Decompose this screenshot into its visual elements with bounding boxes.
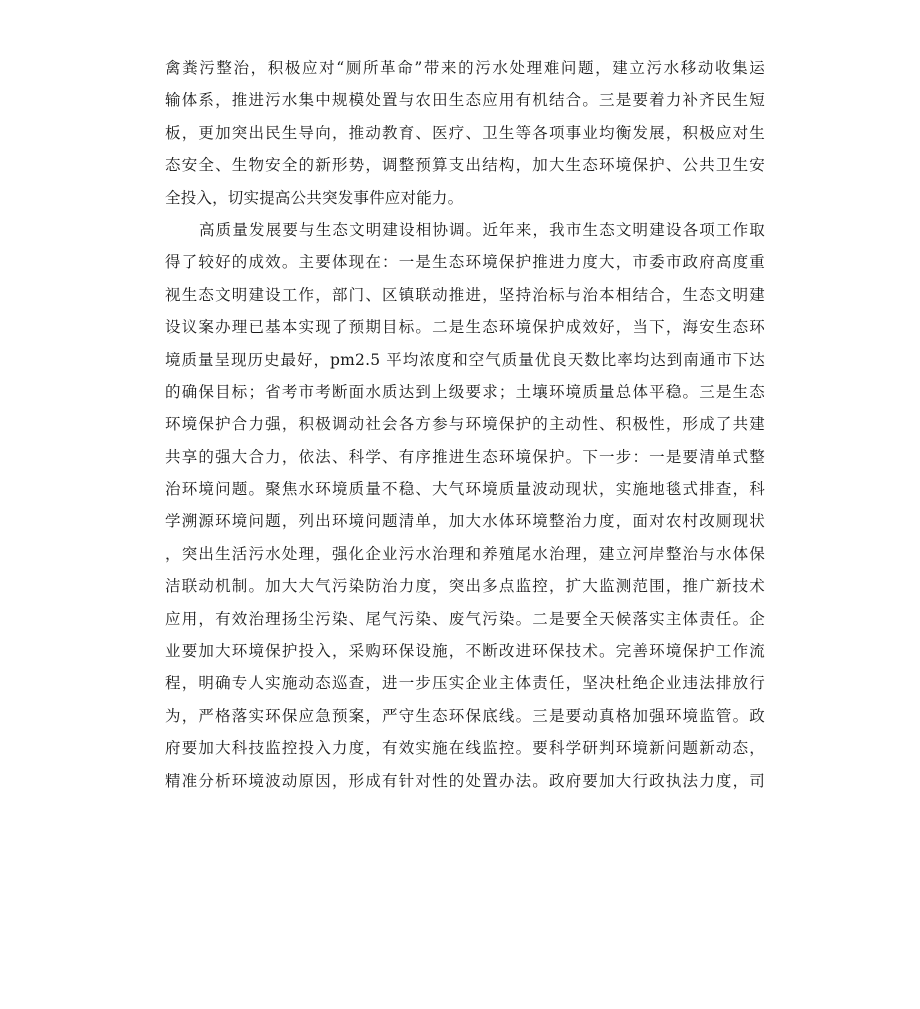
- text-line: 应用，有效治理扬尘污染、尾气污染、废气污染。二是要全天候落实主体责任。企: [165, 609, 765, 628]
- text-line: 全投入，切实提高公共突发事件应对能力。: [165, 188, 464, 207]
- text-line: 治环境问题。聚焦水环境质量不稳、大气环境质量波动现状，实施地毯式排查，科: [165, 480, 765, 499]
- text-line: 设议案办理已基本实现了预期目标。二是生态环境保护成效好，当下，海安生态环: [165, 318, 765, 337]
- text-line: 洁联动机制。加大大气污染防治力度，突出多点监控，扩大监测范围，推广新技术: [165, 577, 765, 596]
- text-line: 境质量呈现历史最好，pm2.5 平均浓度和空气质量优良天数比率均达到南通市下达: [165, 350, 765, 369]
- text-line: 禽粪污整治，积极应对“厕所革命”带来的污水处理难问题，建立污水移动收集运: [165, 59, 765, 77]
- text-line: 学溯源环境问题，列出环境问题清单，加大水体环境整治力度，面对农村改厕现状: [165, 512, 765, 531]
- document-body: [165, 52, 765, 797]
- text-line: 的确保目标；省考市考断面水质达到上级要求；土壤环境质量总体平稳。三是生态: [165, 382, 765, 401]
- text-line: 为，严格落实环保应急预案，严守生态环保底线。三是要动真格加强环境监管。政: [165, 706, 765, 725]
- text-line: 板，更加突出民生导向，推动教育、医疗、卫生等各项事业均衡发展，积极应对生: [165, 123, 765, 142]
- text-line: 态安全、生物安全的新形势，调整预算支出结构，加大生态环境保护、公共卫生安: [165, 156, 765, 175]
- text-line: 环境保护合力强，积极调动社会各方参与环境保护的主动性、积极性，形成了共建: [165, 415, 765, 434]
- text-line: 共享的强大合力，依法、科学、有序推进生态环境保护。下一步：一是要清单式整: [165, 447, 765, 466]
- paragraph-start-line: 高质量发展要与生态文明建设相协调。近年来，我市生态文明建设各项工作取: [199, 220, 765, 239]
- text-line: ，突出生活污水处理，强化企业污水治理和养殖尾水治理，建立河岸整治与水体保: [165, 544, 765, 563]
- text-line: 得了较好的成效。主要体现在：一是生态环境保护推进力度大，市委市政府高度重: [165, 253, 765, 272]
- text-line: 视生态文明建设工作，部门、区镇联动推进，坚持治标与治本相结合，生态文明建: [165, 285, 765, 304]
- text-line: 精准分析环境波动原因，形成有针对性的处置办法。政府要加大行政执法力度，司: [165, 771, 765, 790]
- text-line: 程，明确专人实施动态巡查，进一步压实企业主体责任，坚决杜绝企业违法排放行: [165, 674, 765, 693]
- text-line: 业要加大环境保护投入，采购环保设施，不断改进环保技术。完善环境保护工作流: [165, 642, 765, 661]
- text-line: 输体系，推进污水集中规模处置与农田生态应用有机结合。三是要着力补齐民生短: [165, 91, 765, 110]
- text-line: 府要加大科技监控投入力度，有效实施在线监控。要科学研判环境新问题新动态，: [165, 739, 765, 758]
